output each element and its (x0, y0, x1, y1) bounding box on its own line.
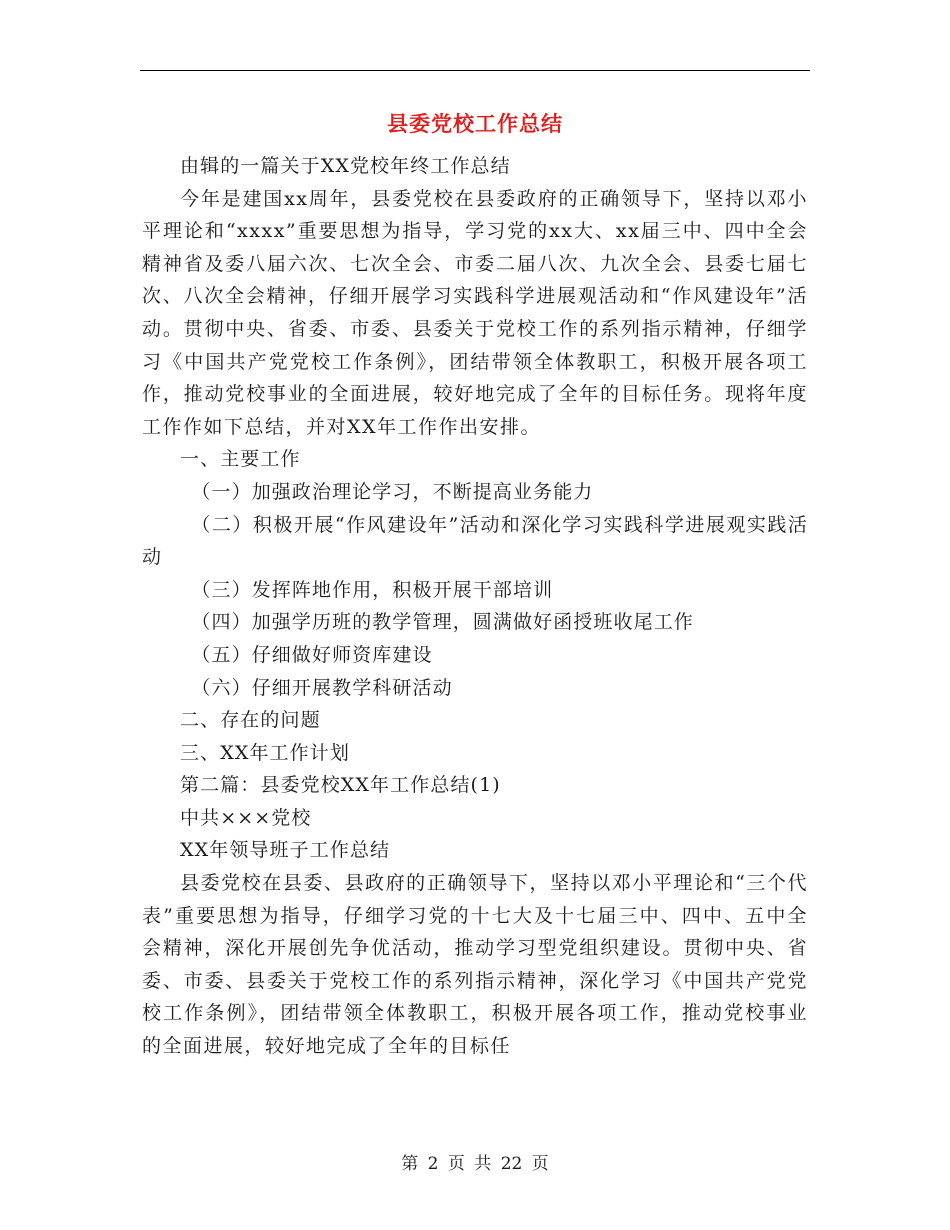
organization-name: 中共×××党校 (180, 806, 312, 829)
subsection-4: （四）加强学历班的教学管理，圆满做好函授班收尾工作 (191, 611, 694, 634)
subsection-3: （三）发挥阵地作用，积极开展干部培训 (191, 578, 554, 601)
subsection-2: （二）积极开展“作风建设年”活动和深化学习实践科学进展观实践活动 (142, 513, 808, 569)
paragraph-overview: 今年是建国xx周年，县委党校在县委政府的正确领导下，坚持以邓小平理论和“xxxx”重要思想为指导，学习党的xx大、xx届三中、四中全会精神省及委八届六次、七次全会、市委二届八次、九次全会、县委七届七次、八次全会精神，仔细开展学习实践科学进展观活动和“作风建设年”活动。贯彻中央、省委、市委、县委关于党校工作的系列指示精神，仔细学习《中国共产党党校工作条例》，团结带领全体教职工，积极开展各项工作，推动党校事业的全面进展，较好地完成了全年的目标任务。现将年度工作作如下总结，并对XX年工作作出安排。 (142, 187, 808, 438)
header-rule (140, 70, 810, 71)
section-heading-plan: 三、XX年工作计划 (180, 741, 350, 764)
report-subtitle: XX年领导班子工作总结 (180, 839, 391, 862)
subsection-6: （六）仔细开展教学科研活动 (191, 676, 453, 699)
paragraph-second-overview: 县委党校在县委、县政府的正确领导下，坚持以邓小平理论和“三个代表”重要思想为指导，仔细学习党的十七大及十七届三中、四中、五中全会精神，深化开展创先争优活动，推动学习型党组织建设。贯彻中央、省委、市委、县委关于党校工作的系列指示精神，深化学习《中国共产党党校工作条例》，团结带领全体教职工，积极开展各项工作，推动党校事业的全面进展，较好地完成了全年的目标任 (142, 872, 808, 1058)
second-article-heading: 第二篇：县委党校XX年工作总结(1) (180, 774, 501, 797)
document-title: 县委党校工作总结 (387, 112, 563, 136)
section-heading-main-work: 一、主要工作 (180, 448, 301, 471)
document-body (142, 150, 808, 1063)
paragraph-intro: 由辑的一篇关于XX党校年终工作总结 (180, 155, 511, 177)
subsection-5: （五）仔细做好师资库建设 (191, 643, 433, 666)
subsection-1: （一）加强政治理论学习，不断提高业务能力 (191, 480, 594, 503)
page-number: 第 2 页 共 22 页 (401, 1154, 549, 1174)
section-heading-problems: 二、存在的问题 (180, 709, 321, 732)
